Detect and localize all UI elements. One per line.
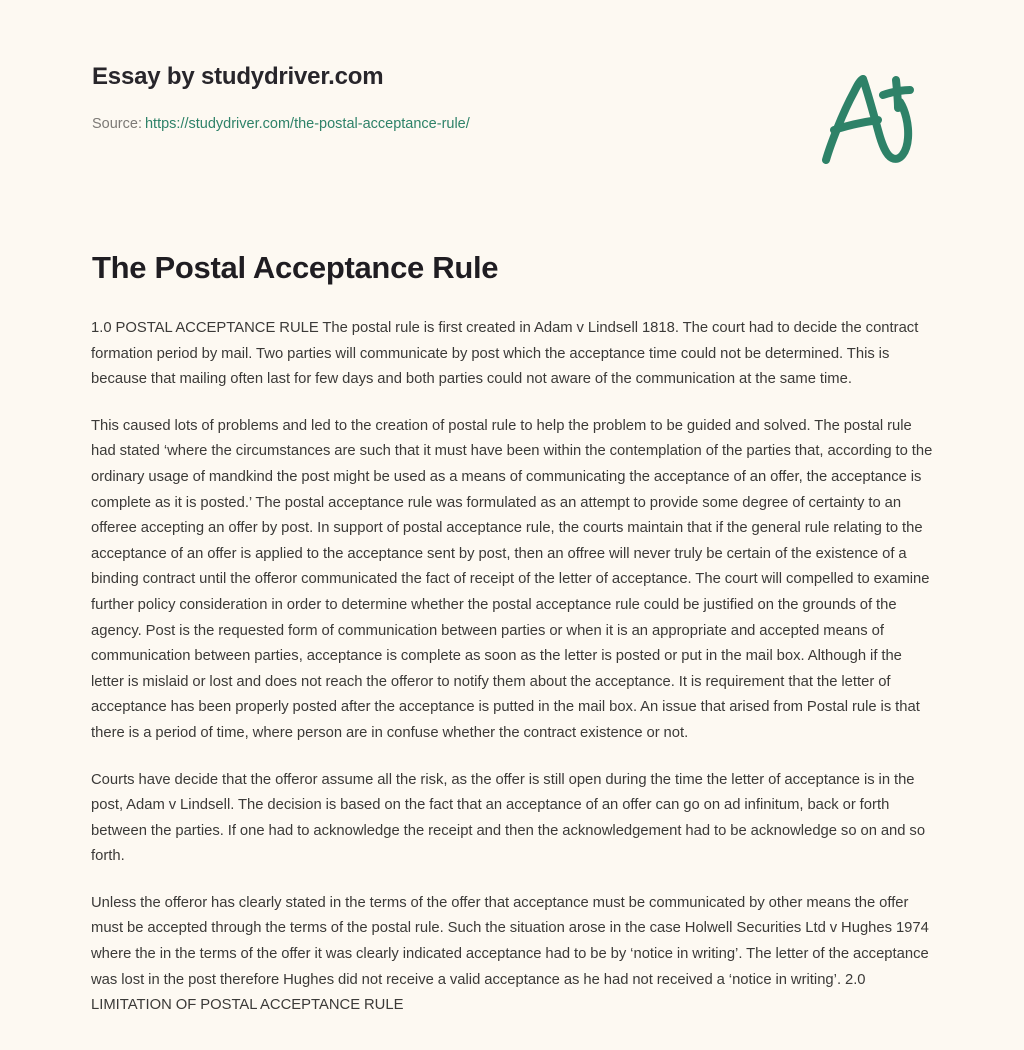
- paragraph: Unless the offeror has clearly stated in the terms of the offer that acceptance must be communicated by other means the offer must be accepted through the terms of the postal rule. Such the situation arose in the case Holwell Securities Ltd v Hughes 1974 where the in the terms of the offer it was clearly indicated acceptance had to be by ‘notice in writing’. The letter of the acceptance was lost in the post therefore Hughes did not receive a valid acceptance as he had not received a ‘notice in writing’. 2.0 LIMITATION OF POSTAL ACCEPTANCE RULE: [91, 894, 929, 1014]
- page-title: The Postal Acceptance Rule: [92, 250, 499, 285]
- source-line: [92, 114, 932, 134]
- paragraph: This caused lots of problems and led to the creation of postal rule to help the problem to be guided and solved. The postal rule had stated ‘where the circumstances are such that it must have been within the contemplation of the parties that, according to the ordinary usage of mandkind the post might be used as a means of communicating the acceptance of an offer, the acceptance is complete as it is posted.’ The postal acceptance rule was formulated as an attempt to provide some degree of certainty to an offeree accepting an offer by post. In support of postal acceptance rule, the courts maintain that if the general rule relating to the acceptance of an offer is applied to the acceptance sent by post, then an offree will never truly be certain of the existence of a binding contract until the offeror communicated the fact of receipt of the letter of acceptance. The court will compelled to examine further policy consideration in order to determine whether the postal acceptance rule could be justified on the grounds of the agency. Post is the requested form of communication between parties or when it is an appropriate and accepted means of communication between parties, acceptance is complete as soon as the letter is posted or put in the mail box. Although if the letter is mislaid or lost and does not reach the offeror to notify them about the acceptance. It is requirement that the letter of acceptance has been properly posted after the acceptance is putted in the mail box. An issue that arised from Postal rule is that there is a period of time, where person are in confuse whether the contract existence or not.: [91, 417, 933, 741]
- document-header: [92, 62, 932, 134]
- source-label: Source:: [92, 116, 142, 132]
- document-body: [91, 316, 934, 1019]
- source-url-link[interactable]: https://studydriver.com/the-postal-acceptance-rule/: [144, 116, 470, 132]
- essay-by-heading: Essay by studydriver.com: [92, 63, 384, 90]
- studydriver-a-plus-logo: [812, 66, 924, 166]
- paragraph: 1.0 POSTAL ACCEPTANCE RULE The postal rule is first created in Adam v Lindsell 1818. The court had to decide the contract formation period by mail. Two parties will communicate by post which the acceptance time could not be determined. This is because that mailing often last for few days and both parties could not aware of the communication at the same time.: [91, 320, 919, 388]
- paragraph: Courts have decide that the offeror assume all the risk, as the offer is still open during the time the letter of acceptance is in the post, Adam v Lindsell. The decision is based on the fact that an acceptance of an offer can go on ad infinitum, back or forth between the parties. If one had to acknowledge the receipt and then the acknowledgement had to be acknowledge so on and so forth.: [91, 771, 926, 865]
